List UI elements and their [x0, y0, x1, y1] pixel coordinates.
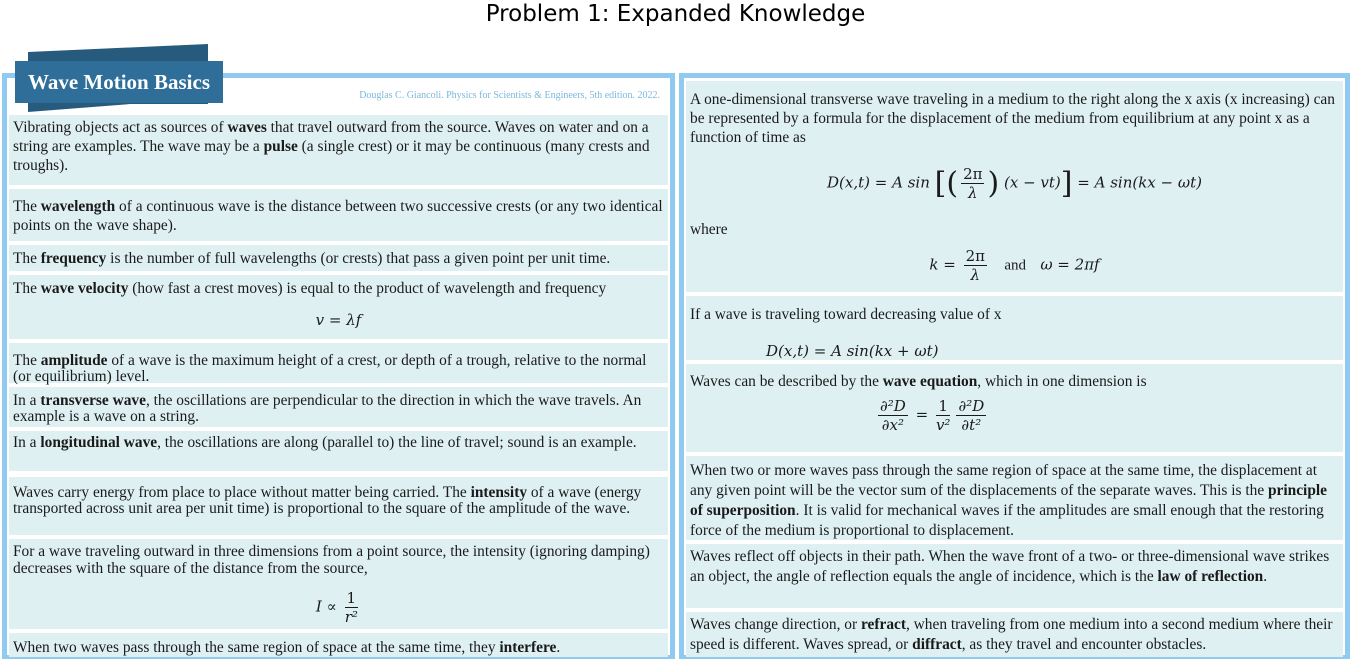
block-amplitude: The amplitude of a wave is the maximum height of a crest, or depth of a trough, relative to the normal (or equilibrium) level. — [9, 343, 668, 383]
block-interfere: When two waves pass through the same region of space at the same time, they interfere. — [9, 633, 668, 657]
block-frequency: The frequency is the number of full wavelengths (or crests) that pass a given point per unit time. — [9, 245, 668, 271]
equation-inverse-square: I ∝ $\frac{1}{\text{r²}}$ — [315, 589, 358, 626]
block-superposition: When two or more waves pass through the same region of space at the same time, the displacement at any given point will be the vector sum of the displacements of the separate waves. This is the principle of superposition. It is valid for mechanical waves if the amplitudes are small enough that the restoring force of the medium is proportional to displacement. — [686, 456, 1343, 540]
where-label: where — [690, 221, 728, 238]
block-wave-velocity: The wave velocity (how fast a crest moves) is equal to the product of wavelength and frequency v = λf — [9, 275, 668, 339]
block-intensity: Waves carry energy from place to place without matter being carried. The intensity of a wave (energy transported across unit area per unit time) is proportional to the square of the amplitude of the wave. — [9, 477, 668, 535]
section-banner: Wave Motion Basics — [15, 61, 223, 103]
equation-reverse-wave: D(x,t) = A sin(kx + ωt) — [766, 342, 939, 360]
left-panel-content — [7, 78, 670, 655]
block-reverse-wave: If a wave is traveling toward decreasing value of x D(x,t) = A sin(kx + ωt) — [686, 296, 1343, 360]
equation-wave-function: D(x,t) = A sin [( $\frac{2\pi}{\lambda}$ ) (x − vt)] = A sin(kx − ωt) — [827, 165, 1202, 202]
right-panel-content — [684, 78, 1345, 655]
right-panel — [679, 73, 1350, 659]
block-wavelength: The wavelength of a continuous wave is the distance between two successive crests (or any two identical points on the wave shape). — [9, 189, 668, 241]
equation-wave-pde: $\frac{\text{∂²D}}{\text{∂x²}}$ = $\frac{1}{\text{v²}}$ $\frac{\text{∂²D}}{\text{∂t²}}$ — [880, 397, 985, 434]
equation-k-omega: k = $\frac{2\pi}{\lambda}$ and ω = 2πf — [929, 247, 1100, 284]
block-wave-equation: Waves can be described by the wave equation, which in one dimension is $\frac{\text{∂²D}}{\text{∂x²}}$ = $\frac{1}{\text{v²}}$ $\frac{\text{∂²D}}{\text{∂t²}}$ — [686, 364, 1343, 452]
equation-velocity: v = λf — [315, 311, 362, 329]
block-refraction: Waves change direction, or refract, when traveling from one medium into a second medium where their speed is different. Waves spread, or diffract, as they travel and encounter obstacles. — [686, 612, 1343, 657]
block-longitudinal: In a longitudinal wave, the oscillations are along (parallel to) the line of travel; sound is an example. — [9, 431, 668, 471]
block-wave-function: A one-dimensional transverse wave traveling in a medium to the right along the x axis (x increasing) can be represented by a formula for the displacement of the medium from equilibrium at any point x as a function of time as D(x,t) = A sin [( $\frac{2\pi}{\lambda}$ ) (x − vt)] = A sin(kx − ωt) where k = $\frac{2\pi}{\lambda}$ and ω = 2πf — [686, 81, 1343, 292]
block-reflection: Waves reflect off objects in their path. When the wave front of a two- or three-dimensional wave strikes an object, the angle of reflection equals the angle of incidence, which is the law of reflection. — [686, 544, 1343, 608]
citation: Douglas C. Giancoli. Physics for Scientists & Engineers, 5th edition. 2022. — [359, 90, 660, 101]
block-waves: Vibrating objects act as sources of waves that travel outward from the source. Waves on water and on a string are examples. The wave may be a pulse (a single crest) or it may be continuous (many crests and troughs). — [9, 115, 668, 185]
page-title: Problem 1: Expanded Knowledge — [485, 1, 866, 27]
block-transverse: In a transverse wave, the oscillations are perpendicular to the direction in which the wave travels. An example is a wave on a string. — [9, 387, 668, 427]
left-panel — [2, 73, 675, 659]
block-inverse-square: For a wave traveling outward in three dimensions from a point source, the intensity (ignoring damping) decreases with the square of the distance from the source, I ∝ $\frac{1}{\text{r²}}$ — [9, 539, 668, 629]
